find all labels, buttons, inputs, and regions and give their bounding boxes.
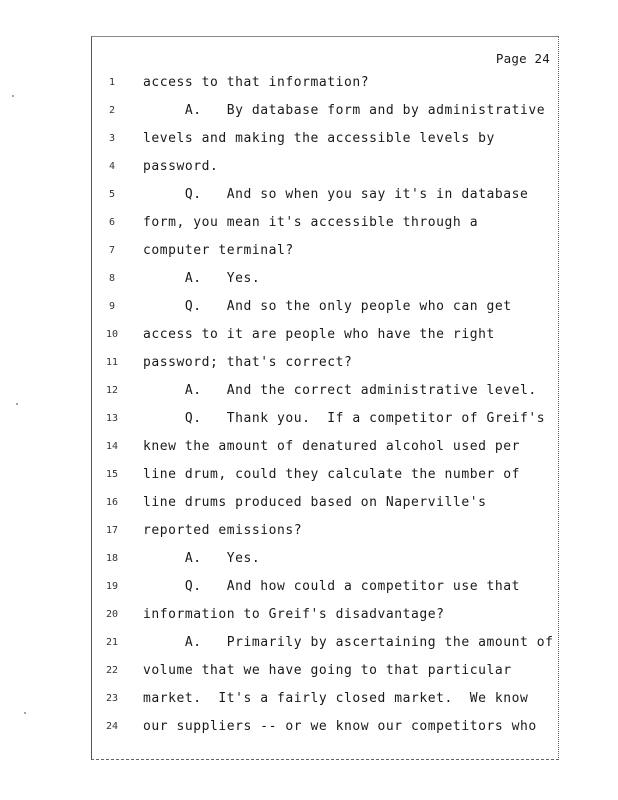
line-text: our suppliers -- or we know our competitors who: [143, 719, 537, 734]
transcript-line: [92, 579, 560, 606]
line-text: Q. And so when you say it's in database: [143, 187, 529, 202]
scan-speck: [12, 95, 14, 97]
line-number: 20: [105, 609, 119, 620]
line-number: 18: [105, 553, 119, 564]
line-text: form, you mean it's accessible through a: [143, 215, 479, 230]
transcript-line: [92, 103, 560, 130]
line-number: 21: [105, 637, 119, 648]
line-number: 12: [105, 385, 119, 396]
line-text: levels and making the accessible levels by: [143, 131, 495, 146]
line-number: 19: [105, 581, 119, 592]
transcript-line: [92, 691, 560, 718]
page-number: Page 24: [495, 51, 550, 66]
line-number: 22: [105, 665, 119, 676]
transcript-line: [92, 495, 560, 522]
line-number: 14: [105, 441, 119, 452]
line-number: 6: [108, 217, 116, 228]
line-number: 4: [108, 161, 116, 172]
transcript-line: [92, 187, 560, 214]
line-text: Q. And how could a competitor use that: [143, 579, 520, 594]
transcript-line: [92, 75, 560, 102]
transcript-line: [92, 635, 560, 662]
transcript-line: [92, 439, 560, 466]
line-number: 5: [108, 189, 116, 200]
transcript-line: [92, 523, 560, 550]
line-text: A. Yes.: [143, 271, 261, 286]
line-text: access to that information?: [143, 75, 370, 90]
line-number: 23: [105, 693, 119, 704]
transcript-line: [92, 411, 560, 438]
line-text: A. And the correct administrative level.: [143, 383, 537, 398]
transcript-line: [92, 719, 560, 746]
line-number: 10: [105, 329, 119, 340]
transcript-line: [92, 271, 560, 298]
transcript-line: [92, 299, 560, 326]
line-number: 7: [108, 245, 116, 256]
transcript-line: [92, 607, 560, 634]
line-text: line drum, could they calculate the number of: [143, 467, 520, 482]
line-number: 24: [105, 721, 119, 732]
transcript-line: [92, 663, 560, 690]
transcript-line: [92, 215, 560, 242]
transcript-line: [92, 383, 560, 410]
line-text: Q. And so the only people who can get: [143, 299, 512, 314]
line-number: 16: [105, 497, 119, 508]
scan-speck: [16, 403, 18, 405]
transcript-line: [92, 159, 560, 186]
line-text: computer terminal?: [143, 243, 294, 258]
line-number: 13: [105, 413, 119, 424]
line-number: 11: [105, 357, 119, 368]
scan-speck: [24, 712, 26, 714]
line-number: 8: [108, 273, 116, 284]
line-text: A. By database form and by administrative: [143, 103, 546, 118]
line-text: market. It's a fairly closed market. We know: [143, 691, 529, 706]
line-text: knew the amount of denatured alcohol used per: [143, 439, 520, 454]
transcript-page: [91, 36, 559, 760]
line-text: password; that's correct?: [143, 355, 353, 370]
line-text: A. Primarily by ascertaining the amount of: [143, 635, 554, 650]
transcript-line: [92, 327, 560, 354]
line-number: 9: [108, 301, 116, 312]
line-text: information to Greif's disadvantage?: [143, 607, 445, 622]
line-number: 15: [105, 469, 119, 480]
line-text: access to it are people who have the right: [143, 327, 495, 342]
line-text: A. Yes.: [143, 551, 261, 566]
line-number: 3: [108, 133, 116, 144]
line-text: Q. Thank you. If a competitor of Greif's: [143, 411, 546, 426]
line-text: password.: [143, 159, 219, 174]
line-number: 17: [105, 525, 119, 536]
transcript-line: [92, 467, 560, 494]
transcript-line: [92, 355, 560, 382]
line-text: line drums produced based on Naperville's: [143, 495, 487, 510]
transcript-line: [92, 243, 560, 270]
line-number: 2: [108, 105, 116, 116]
transcript-line: [92, 131, 560, 158]
transcript-line: [92, 551, 560, 578]
line-text: reported emissions?: [143, 523, 303, 538]
line-text: volume that we have going to that particular: [143, 663, 512, 678]
line-number: 1: [108, 77, 116, 88]
